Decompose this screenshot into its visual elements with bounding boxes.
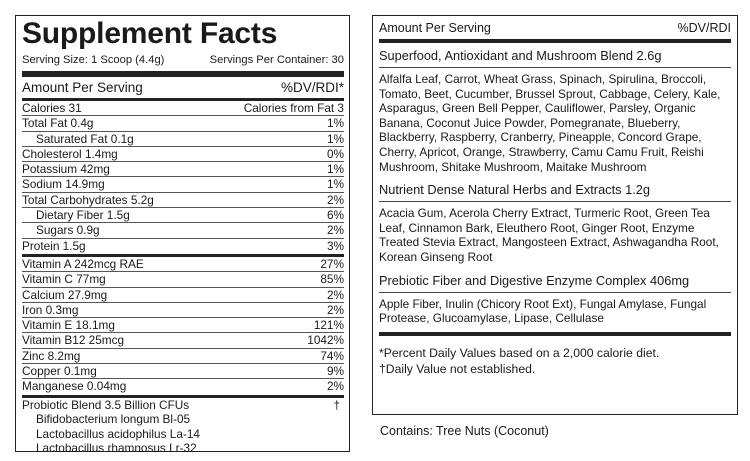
nutrient-dv: 74% [320,348,344,363]
nutrient-dv: 121% [313,318,344,333]
blends-panel [372,15,738,415]
nutrient-row [22,272,344,287]
nutrient-row [22,349,344,364]
blend-ingredients: Apple Fiber, Inulin (Chicory Root Ext), Fungal Amylase, Fungal Protease, Glucoamylase, Lipase, Cellulase [379,296,707,326]
nutrient-dv: 1% [326,162,344,177]
nutrient-row [22,379,344,394]
probiotic-strain: Bifidobacterium longum Bl-05 [36,412,191,427]
probiotic-name: Probiotic Blend 3.5 Billion CFUs [22,397,190,412]
thick-divider [379,332,731,336]
nutrient-name: Vitamin C 77mg [22,272,106,287]
nutrient-row [22,177,344,192]
nutrient-dv: 1% [326,131,344,146]
probiotic-dv: † [333,397,340,412]
nutrient-name: Cholesterol 1.4mg [22,146,118,161]
nutrient-name: Total Carbohydrates 5.2g [22,192,154,207]
nutrient-name: Saturated Fat 0.1g [36,131,134,146]
footnote-dv: *Percent Daily Values based on a 2,000 calorie diet. [379,345,660,360]
nutrient-dv: 0% [326,146,344,161]
probiotic-strain: Lactobacillus acidophilus La-14 [36,426,200,441]
nutrient-row [22,132,344,147]
nutrient-dv: 2% [326,379,344,394]
nutrient-row [22,364,344,379]
nutrient-name: Potassium 42mg [22,162,110,177]
nutrient-dv: 6% [326,208,344,223]
serving-info [22,53,344,68]
nutrient-dv: 1% [326,116,344,131]
blend-ingredients: Alfalfa Leaf, Carrot, Wheat Grass, Spinach, Spirulina, Broccoli, Tomato, Beet, Cucumber, Brussel Sprout, Cabbage, Celery, Kale, Asparagus, Green Bell Pepper, Cauliflower, Parsley, Organic Banana, Coconut Juice Powder, Pomegranate, Blueberry, Blackberry, Raspberry, Cranberry, Pineapple, Concord Grape, Cherry, Apricot, Orange, Strawberry, Camu Camu Fruit, Reishi Mushroom, Shitake Mushroom, Maitake Mushroom [379,72,721,174]
blend-ingredients: Acacia Gum, Acerola Cherry Extract, Turmeric Root, Green Tea Leaf, Cinnamon Bark, Eleuthero Root, Ginger Root, Enzyme Treated Stevia Extract, Mangosteen Extract, Ashwagandha Root, Korean Ginseng Root [379,206,719,264]
nutrient-dv: 2% [326,287,344,302]
nutrient-name: Vitamin E 18.1mg [22,318,115,333]
nutrient-row [22,208,344,223]
nutrient-name: Calories 31 [22,101,82,115]
nutrient-dv: 85% [320,272,344,287]
dv-header-label: %DV/RDI* [280,80,344,95]
nutrient-row [22,333,344,348]
amount-header [22,78,344,98]
nutrient-name: Vitamin A 242mcg RAE [22,256,144,271]
nutrient-dv: 1% [326,177,344,192]
blend-title: Nutrient Dense Natural Herbs and Extracts 1.2g [379,182,650,198]
footnote-dagger: †Daily Value not established. [379,361,536,376]
nutrient-row [22,318,344,333]
nutrient-dv: 2% [326,223,344,238]
nutrient-row [22,239,344,254]
nutrient-row [22,116,344,131]
allergen-statement: Contains: Tree Nuts (Coconut) [380,424,549,438]
nutrient-row [22,257,344,272]
nutrient-dv: 1042% [307,333,344,348]
macro-table [22,101,344,254]
nutrient-dv: Calories from Fat 3 [243,101,344,115]
right-amount-header [379,16,731,37]
nutrient-dv: 3% [326,238,344,253]
blend-title: Prebiotic Fiber and Digestive Enzyme Complex 406mg [379,272,690,288]
thick-divider [22,71,344,77]
nutrient-name: Total Fat 0.4g [22,116,94,131]
nutrient-row [22,147,344,162]
supplement-facts-panel [15,15,350,456]
nutrient-name: Protein 1.5g [22,238,86,253]
nutrient-row [22,288,344,303]
nutrient-name: Iron 0.3mg [22,302,79,317]
nutrient-row [22,193,344,208]
servings-per-container: Servings Per Container: 30 [209,54,344,66]
nutrient-dv: 27% [320,256,344,271]
vitamin-table [22,257,344,395]
probiotic-strain: Lactobacillus rhamnosus Lr-32 [36,441,197,456]
nutrient-name: Copper 0.1mg [22,364,97,379]
amount-per-serving-label: Amount Per Serving [22,80,143,95]
nutrient-dv: 9% [326,364,344,379]
nutrient-name: Zinc 8.2mg [22,348,81,363]
nutrient-name: Calcium 27.9mg [22,287,108,302]
nutrient-dv: 2% [326,192,344,207]
nutrient-name: Vitamin B12 25mcg [22,333,125,348]
nutrient-dv: 2% [326,302,344,317]
nutrient-row [22,162,344,177]
nutrient-row [22,303,344,318]
nutrient-name: Dietary Fiber 1.5g [36,208,130,223]
nutrient-row [22,223,344,238]
serving-size: Serving Size: 1 Scoop (4.4g) [22,54,165,66]
nutrient-name: Manganese 0.04mg [22,379,127,394]
right-dv-header-label: %DV/RDI [677,21,731,35]
blend-title: Superfood, Antioxidant and Mushroom Blend 2.6g [379,48,662,63]
probiotic-row [22,398,344,413]
panel-title: Supplement Facts [22,17,278,50]
nutrient-row [22,101,344,116]
nutrient-name: Sodium 14.9mg [22,177,105,192]
nutrient-name: Sugars 0.9g [36,223,100,238]
right-amount-per-serving-label: Amount Per Serving [379,21,491,35]
